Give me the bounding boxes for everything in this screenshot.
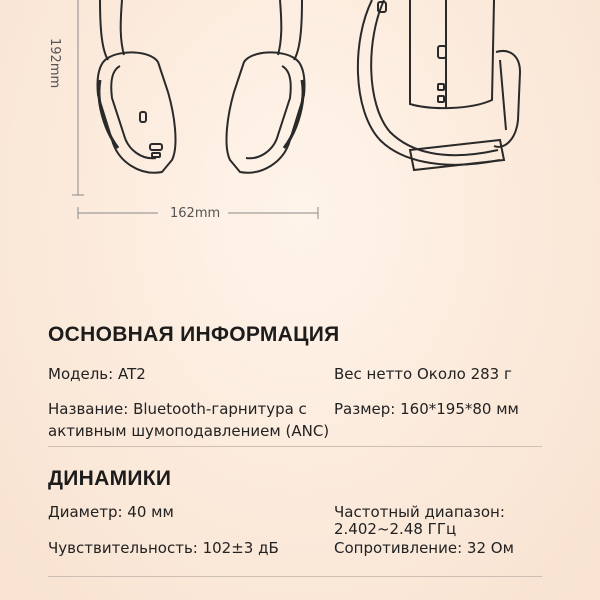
spec-sensitivity: Чувствительность: 102±3 дБ [48,539,279,557]
spec-size: Размер: 160*195*80 мм [334,400,519,418]
headphones-front-view [97,0,304,173]
spec-diameter: Диаметр: 40 мм [48,503,174,521]
width-dimension-label: 162mm [170,206,221,221]
spec-name-line2: активным шумоподавлением (ANC) [48,422,330,440]
headphones-side-view [358,0,520,170]
headphones-illustration [0,0,600,230]
spec-net-weight: Вес нетто Около 283 г [334,365,512,383]
spec-impedance: Сопротивление: 32 Ом [334,539,514,557]
spec-frequency-line2: 2.402~2.48 ГГц [334,520,457,538]
divider [48,576,542,577]
spec-name-line1: Название: Bluetooth-гарнитура с [48,400,307,418]
spec-model: Модель: AT2 [48,365,146,383]
height-dimension-label: 192mm [47,38,62,89]
divider [48,446,542,447]
dynamics-title: ДИНАМИКИ [48,467,172,490]
basic-info-title: ОСНОВНАЯ ИНФОРМАЦИЯ [48,323,340,346]
spec-frequency-line1: Частотный диапазон: [334,503,505,521]
